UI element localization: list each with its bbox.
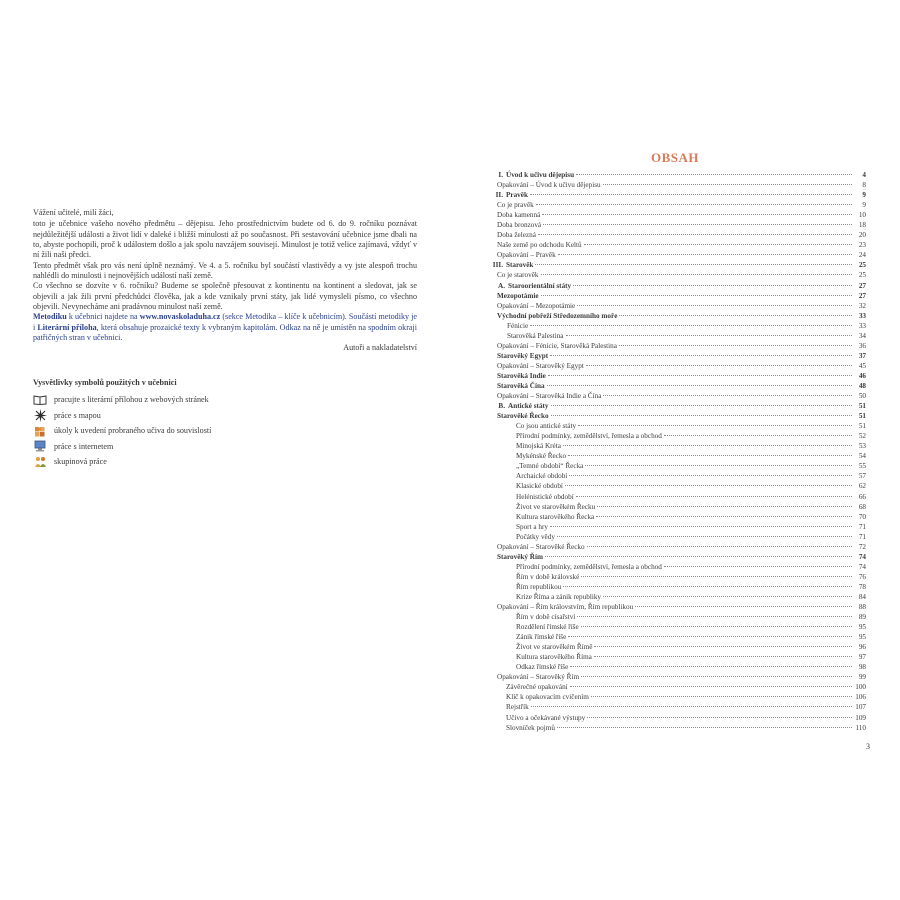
- toc-entry-page: 24: [858, 251, 866, 260]
- toc-leader-dots: [563, 445, 852, 446]
- toc-leader-dots: [530, 194, 852, 195]
- toc-leader-dots: [577, 305, 852, 306]
- toc-entry-title: Přírodní podmínky, zemědělství, řemesla a obchod: [516, 432, 662, 441]
- toc-entry-page: 54: [858, 452, 866, 461]
- toc-leader-dots: [570, 686, 852, 687]
- toc-leader-dots: [603, 395, 852, 396]
- toc-entry-title: Starověká Palestina: [507, 331, 564, 340]
- toc-leader-dots: [535, 264, 852, 265]
- toc-entry-page: 95: [858, 633, 866, 642]
- toc-entry-page: 48: [858, 381, 866, 390]
- toc-entry[interactable]: [480, 602, 866, 612]
- toc-leader-dots: [619, 315, 852, 316]
- toc-entry-title: Naše země po odchodu Keltů: [497, 241, 582, 250]
- legend-label-book: pracujte s literární přílohou z webových stránek: [54, 395, 209, 405]
- toc-entry[interactable]: [480, 240, 866, 250]
- toc-leader-dots: [594, 656, 852, 657]
- toc-entry-number: B.: [498, 402, 505, 411]
- toc-leader-dots: [542, 214, 852, 215]
- toc-entry-title: Opakování – Fénicie, Starověká Palestina: [497, 341, 617, 350]
- toc-entry-page: 9: [862, 201, 866, 210]
- legend-title: Vysvětlivky symbolů použitých v učebnici: [33, 378, 177, 387]
- toc-leader-dots: [570, 666, 852, 667]
- table-of-contents: [480, 170, 866, 733]
- toc-entry[interactable]: [480, 281, 866, 291]
- toc-title: OBSAH: [650, 150, 699, 165]
- toc-entry-title: Klasické období: [516, 482, 563, 491]
- legend-label-puzzle: úkoly k uvedení probraného učiva do souvislostí: [54, 426, 212, 436]
- legend-label-group: skupinová práce: [54, 457, 107, 467]
- toc-entry-page: 27: [858, 291, 866, 300]
- legend-label-map: práce s mapou: [54, 410, 101, 420]
- toc-entry-page: 74: [858, 562, 866, 571]
- toc-entry[interactable]: [480, 361, 866, 371]
- toc-leader-dots: [557, 727, 852, 728]
- toc-entry-page: 109: [855, 713, 866, 722]
- group-icon: [33, 456, 47, 468]
- toc-entry[interactable]: [480, 723, 866, 733]
- toc-entry[interactable]: [480, 642, 866, 652]
- toc-leader-dots: [558, 254, 852, 255]
- toc-entry-title: Opakování – Úvod k učivu dějepisu: [497, 181, 601, 190]
- toc-entry[interactable]: [480, 632, 866, 642]
- toc-entry[interactable]: [480, 170, 866, 180]
- metodika-text-3: , která obsahuje prozaické texty k vybraným kapitolám. Odkaz na ně je umístěn na spodním okraji patřičných stran v učebnici.: [33, 322, 417, 343]
- toc-leader-dots: [577, 616, 852, 617]
- puzzle-icon: [33, 425, 47, 437]
- toc-entry-title: Řím v době císařství: [516, 613, 576, 622]
- toc-entry-title: Co jsou antické státy: [516, 422, 577, 431]
- toc-entry-page: 66: [858, 492, 866, 501]
- toc-entry-title: „Temné období“ Řecka: [516, 462, 584, 471]
- right-page: [450, 0, 900, 900]
- toc-entry-title: Co je pravěk: [497, 201, 534, 210]
- toc-entry-title: Mykénské Řecko: [516, 452, 567, 461]
- toc-entry[interactable]: [480, 441, 866, 451]
- toc-entry[interactable]: [480, 391, 866, 401]
- toc-leader-dots: [581, 576, 852, 577]
- toc-entry[interactable]: [480, 230, 866, 240]
- toc-entry-title: Helénistické období: [516, 492, 574, 501]
- toc-entry-page: 45: [858, 361, 866, 370]
- toc-leader-dots: [565, 485, 852, 486]
- toc-leader-dots: [586, 365, 852, 366]
- toc-entry-page: 96: [858, 643, 866, 652]
- legend-item-group: [33, 454, 333, 470]
- toc-entry[interactable]: [480, 321, 866, 331]
- toc-entry-title: Kultura starověkého Říma: [516, 653, 592, 662]
- toc-entry-title: Antické státy: [508, 402, 549, 411]
- toc-leader-dots: [664, 566, 852, 567]
- toc-leader-dots: [551, 405, 852, 406]
- toc-entry-title: Opakování – Starověký Řím: [497, 673, 580, 682]
- toc-leader-dots: [557, 536, 852, 537]
- toc-entry[interactable]: [480, 481, 866, 491]
- intro-paragraph-3: Co všechno se dozvíte v 6. ročníku? Budeme se společně přesouvat z kontinentu na kontinent a sledovat, jak se objevili a jak žili první předchůdci člověka, jak a kde vznikaly první státy, jak lidé vymysleli písmo, co všechno objevili. Nevynecháme ani pradávnou minulost naší země.: [33, 281, 417, 312]
- toc-leader-dots: [581, 626, 852, 627]
- toc-entry[interactable]: [480, 682, 866, 692]
- toc-leader-dots: [569, 475, 852, 476]
- toc-entry[interactable]: [480, 692, 866, 702]
- toc-entry-title: Mezopotámie: [497, 291, 539, 300]
- page-number: 3: [866, 742, 870, 751]
- toc-entry[interactable]: [480, 662, 866, 672]
- metodika-text-1: k učebnici najdete na: [66, 312, 140, 322]
- toc-entry-page: 99: [858, 673, 866, 682]
- toc-entry-page: 32: [858, 301, 866, 310]
- toc-entry-title: Staroorientální státy: [508, 281, 572, 290]
- toc-entry-title: Fénicie: [507, 321, 529, 330]
- toc-entry[interactable]: [480, 371, 866, 381]
- toc-entry-title: Řím republikou: [516, 582, 562, 591]
- toc-entry-page: 23: [858, 241, 866, 250]
- toc-leader-dots: [548, 375, 852, 376]
- toc-entry-title: Východní pobřeží Středozemního moře: [497, 311, 618, 320]
- toc-leader-dots: [585, 465, 852, 466]
- toc-leader-dots: [563, 586, 852, 587]
- compass-star-icon: [33, 409, 47, 421]
- toc-entry-title: Minojská Kréta: [516, 442, 561, 451]
- toc-entry-title: Život ve starověkém Římě: [516, 643, 593, 652]
- toc-entry-page: 52: [858, 432, 866, 441]
- metodika-text-2: (sekce Metodika – klíče k učebnicím). Součástí metodiky je i: [33, 312, 417, 332]
- toc-leader-dots: [584, 244, 852, 245]
- toc-entry[interactable]: [480, 220, 866, 230]
- toc-entry[interactable]: [480, 542, 866, 552]
- computer-icon: [33, 440, 47, 452]
- toc-entry[interactable]: [480, 331, 866, 341]
- toc-entry-title: Doba železná: [497, 231, 536, 240]
- toc-entry-title: Opakování – Starověké Řecko: [497, 542, 585, 551]
- toc-entry-page: 9: [862, 191, 866, 200]
- toc-entry[interactable]: [480, 582, 866, 592]
- toc-entry[interactable]: [480, 672, 866, 682]
- toc-entry-title: Starověká Indie: [497, 371, 546, 380]
- toc-entry-title: Klíč k opakovacím cvičením: [506, 693, 589, 702]
- toc-entry[interactable]: [480, 401, 866, 411]
- toc-entry[interactable]: [480, 492, 866, 502]
- toc-entry[interactable]: [480, 652, 866, 662]
- toc-leader-dots: [587, 717, 852, 718]
- toc-entry-title: Opakování – Pravěk: [497, 251, 556, 260]
- toc-entry-title: Pravěk: [506, 191, 528, 200]
- toc-leader-dots: [581, 676, 852, 677]
- toc-entry-title: Starověk: [506, 261, 534, 270]
- intro-text: [33, 208, 417, 354]
- toc-entry[interactable]: [480, 381, 866, 391]
- toc-entry-page: 33: [858, 321, 866, 330]
- toc-entry-page: 74: [858, 552, 866, 561]
- toc-entry-title: Odkaz římské říše: [516, 663, 569, 672]
- toc-leader-dots: [596, 516, 852, 517]
- toc-entry-title: Přírodní podmínky, zemědělství, řemesla a obchod: [516, 562, 662, 571]
- toc-entry[interactable]: [480, 210, 866, 220]
- toc-leader-dots: [547, 385, 852, 386]
- toc-entry-title: Archaické období: [516, 472, 568, 481]
- toc-leader-dots: [568, 455, 852, 456]
- book-icon: [33, 394, 47, 406]
- toc-entry[interactable]: [480, 190, 866, 200]
- toc-entry-page: 37: [858, 351, 866, 360]
- toc-entry-page: 71: [858, 532, 866, 541]
- toc-entry[interactable]: [480, 291, 866, 301]
- toc-entry-page: 10: [858, 211, 866, 220]
- toc-entry-number: II.: [495, 191, 503, 200]
- toc-leader-dots: [603, 184, 852, 185]
- toc-entry-page: 70: [858, 512, 866, 521]
- toc-entry-page: 51: [858, 412, 866, 421]
- toc-entry-title: Starověká Čína: [497, 381, 545, 390]
- toc-entry-title: Doba bronzová: [497, 221, 542, 230]
- toc-leader-dots: [573, 285, 852, 286]
- literarni-priloha-word: Literární příloha: [37, 322, 97, 332]
- toc-leader-dots: [531, 706, 852, 707]
- greeting: Vážení učitelé, milí žáci,: [33, 208, 114, 217]
- toc-leader-dots: [538, 234, 852, 235]
- toc-entry-title: Opakování – Řím královstvím, Řím republikou: [497, 603, 634, 612]
- toc-entry-title: Opakování – Mezopotámie: [497, 301, 576, 310]
- toc-entry-title: Doba kamenná: [497, 211, 541, 220]
- toc-entry-page: 51: [858, 422, 866, 431]
- toc-entry-title: Zánik římské říše: [516, 633, 567, 642]
- toc-entry-title: Počátky vědy: [516, 532, 555, 541]
- toc-leader-dots: [568, 636, 852, 637]
- metodika-paragraph: [33, 312, 417, 343]
- toc-leader-dots: [551, 415, 852, 416]
- toc-leader-dots: [594, 646, 852, 647]
- toc-entry[interactable]: [480, 612, 866, 622]
- toc-entry-title: Učivo a očekávané výstupy: [506, 713, 586, 722]
- toc-entry-title: Starověké Řecko: [497, 412, 549, 421]
- toc-entry-page: 110: [855, 723, 866, 732]
- toc-entry-page: 72: [858, 542, 866, 551]
- toc-entry[interactable]: [480, 522, 866, 532]
- toc-leader-dots: [619, 345, 852, 346]
- toc-entry-number: III.: [492, 261, 503, 270]
- toc-entry-page: 76: [858, 572, 866, 581]
- toc-entry[interactable]: [480, 702, 866, 712]
- toc-entry-page: 46: [858, 371, 866, 380]
- toc-entry-page: 36: [858, 341, 866, 350]
- toc-entry[interactable]: [480, 200, 866, 210]
- toc-entry[interactable]: [480, 250, 866, 260]
- toc-entry[interactable]: [480, 431, 866, 441]
- toc-entry-page: 51: [858, 402, 866, 411]
- toc-entry-page: 95: [858, 623, 866, 632]
- toc-entry-title: Sport a hry: [516, 522, 548, 531]
- toc-leader-dots: [536, 204, 852, 205]
- toc-leader-dots: [541, 274, 852, 275]
- toc-entry[interactable]: [480, 713, 866, 723]
- toc-entry-page: 20: [858, 231, 866, 240]
- toc-entry[interactable]: [480, 502, 866, 512]
- toc-entry[interactable]: [480, 562, 866, 572]
- toc-entry-page: 53: [858, 442, 866, 451]
- toc-entry-page: 27: [858, 281, 866, 290]
- toc-entry[interactable]: [480, 270, 866, 280]
- toc-entry[interactable]: [480, 572, 866, 582]
- toc-leader-dots: [566, 335, 853, 336]
- toc-entry[interactable]: [480, 532, 866, 542]
- legend-item-internet: [33, 439, 333, 455]
- toc-leader-dots: [550, 355, 852, 356]
- toc-entry-number: A.: [498, 281, 505, 290]
- toc-entry-page: 55: [858, 462, 866, 471]
- toc-entry[interactable]: [480, 451, 866, 461]
- toc-entry[interactable]: [480, 592, 866, 602]
- toc-leader-dots: [550, 526, 852, 527]
- toc-entry-page: 50: [858, 392, 866, 401]
- toc-leader-dots: [603, 596, 852, 597]
- toc-entry-title: Slovníček pojmů: [506, 723, 555, 732]
- toc-entry-page: 107: [855, 703, 866, 712]
- toc-entry-page: 84: [858, 592, 866, 601]
- toc-entry-page: 34: [858, 331, 866, 340]
- toc-entry-page: 106: [855, 693, 866, 702]
- toc-entry-page: 62: [858, 482, 866, 491]
- toc-entry-title: Starověký Řím: [497, 552, 543, 561]
- toc-entry-title: Úvod k učivu dějepisu: [506, 171, 575, 179]
- intro-paragraph-1: toto je učebnice vašeho nového předmětu – dějepisu. Jeho prostřednictvím budete od 6. do 9. ročníku poznávat nejdůležitější události a život lidí v daleké i bližší minulosti až po současnost. Při sestavování učebnice jsme dbali na to, abyste pochopili, proč k událostem došlo a jak spolu navzájem souvisejí. Minulost je totiž velice zajímavá, vždyť v ní žili naši předci.: [33, 219, 417, 260]
- toc-entry-title: Starověký Egypt: [497, 351, 549, 360]
- toc-leader-dots: [587, 546, 852, 547]
- toc-leader-dots: [543, 224, 852, 225]
- toc-entry-title: Závěrečné opakování: [506, 683, 568, 692]
- toc-entry-title: Řím v době královské: [516, 572, 580, 581]
- toc-entry[interactable]: [480, 351, 866, 361]
- toc-entry-page: 97: [858, 653, 866, 662]
- toc-entry[interactable]: [480, 301, 866, 311]
- toc-leader-dots: [635, 606, 852, 607]
- toc-leader-dots: [545, 556, 852, 557]
- toc-entry-title: Opakování – Starověký Egypt: [497, 361, 584, 370]
- toc-entry-title: Kultura starověkého Řecka: [516, 512, 595, 521]
- legend-label-internet: práce s internetem: [54, 441, 114, 451]
- legend-item-map: [33, 408, 333, 424]
- toc-entry-page: 100: [855, 683, 866, 692]
- toc-entry[interactable]: [480, 341, 866, 351]
- toc-leader-dots: [578, 425, 852, 426]
- toc-entry-page: 4: [862, 171, 866, 179]
- toc-entry[interactable]: [480, 471, 866, 481]
- legend-item-book: [33, 392, 333, 408]
- toc-entry-page: 89: [858, 613, 866, 622]
- toc-leader-dots: [541, 295, 852, 296]
- toc-entry-page: 98: [858, 663, 866, 672]
- metodika-word: Metodiku: [33, 312, 67, 322]
- toc-entry-title: Život ve starověkém Řecku: [516, 502, 596, 511]
- toc-leader-dots: [576, 174, 852, 175]
- toc-entry-page: 57: [858, 472, 866, 481]
- toc-entry[interactable]: [480, 421, 866, 431]
- toc-entry-page: 25: [858, 261, 866, 270]
- toc-entry-title: Opakování – Starověká Indie a Čína: [497, 392, 602, 401]
- toc-entry-title: Rozdělení římské říše: [516, 623, 579, 632]
- toc-entry-title: Co je starověk: [497, 271, 539, 280]
- toc-entry-page: 71: [858, 522, 866, 531]
- toc-entry[interactable]: [480, 622, 866, 632]
- toc-entry[interactable]: [480, 311, 866, 321]
- toc-leader-dots: [597, 506, 852, 507]
- signature: Autoři a nakladatelství: [343, 343, 417, 353]
- toc-leader-dots: [530, 325, 852, 326]
- toc-entry[interactable]: [480, 260, 866, 270]
- toc-entry[interactable]: [480, 411, 866, 421]
- toc-entry-title: Rejstřík: [506, 703, 529, 712]
- toc-entry[interactable]: [480, 552, 866, 562]
- toc-entry-page: 88: [858, 603, 866, 612]
- toc-leader-dots: [591, 696, 852, 697]
- toc-entry[interactable]: [480, 461, 866, 471]
- toc-entry-page: 18: [858, 221, 866, 230]
- toc-entry-page: 68: [858, 502, 866, 511]
- toc-leader-dots: [664, 435, 852, 436]
- toc-entry[interactable]: [480, 512, 866, 522]
- toc-entry[interactable]: [480, 180, 866, 190]
- toc-entry-number: I.: [498, 171, 503, 179]
- legend-item-puzzle: [33, 423, 333, 439]
- toc-entry-page: 78: [858, 582, 866, 591]
- toc-entry-title: Krize Říma a zánik republiky: [516, 592, 602, 601]
- toc-leader-dots: [576, 496, 852, 497]
- symbol-legend: [33, 378, 333, 470]
- toc-entry-page: 25: [858, 271, 866, 280]
- intro-paragraph-2: Tento předmět však pro vás není úplně neznámý. Ve 4. a 5. ročníku byl součástí vlastivědy a vy jste alespoň trochu nahlédli do minulosti i nejnovějších událostí naší země.: [33, 260, 417, 281]
- toc-entry-page: 33: [858, 311, 866, 320]
- website-link[interactable]: www.novaskoladuha.cz: [139, 312, 221, 322]
- toc-entry-page: 8: [862, 181, 866, 190]
